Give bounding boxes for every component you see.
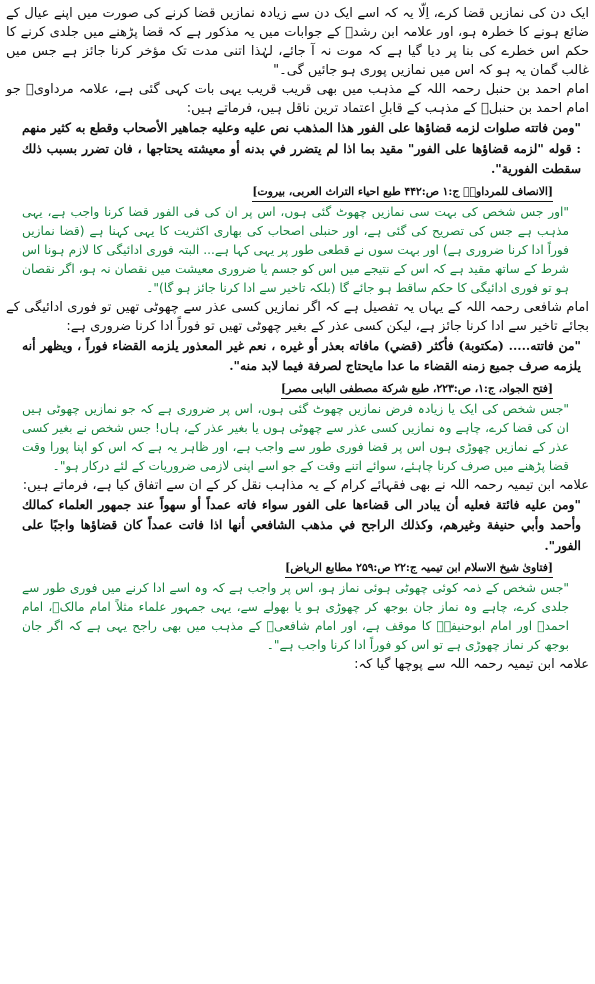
paragraph-2: امام احمد بن حنبل رحمہ اللہ کے مذہب میں بھی قریب قریب یہی بات کہی گئی ہے، علامہ مرداویؒ جو امام احمد بن حنبلؒ کے مذہب کے قابلِ اعتماد ترین ناقل ہیں، فرماتے ہیں: xyxy=(6,82,589,116)
document-page xyxy=(6,4,589,674)
reference-1: [الانصاف للمرداويؒ ج:۱ ص:۴۴۲ طبع احیاء التراث العربی، بیروت] xyxy=(252,184,553,202)
translation-1: "اور جس شخص کی بہت سی نمازیں چھوٹ گئی ہوں، اس پر ان کی فی الفور قضا کرنا واجب ہے، یہی مذہب ہے جس کی تصریح کی گئی ہے، اور حنبلی اصحاب کی بھاری اکثریت کا یہی کہنا ہے (قضا نمازیں فوراً ادا کرنا ضروری ہے) اور بہت سوں نے قطعی طور پر یہی کہا ہے... البتہ فوری ادائیگی کا لازم ہونا اس شرط کے ساتھ مقید ہے کہ اس کے نتیجے میں اس کو جسم یا ضروری معیشت میں نقصان نہ ہو، اگر نقصان ہو تو فوری ادائیگی کا حکم ساقط ہو جائے گا (بلکہ تاخیر سے ادا کرنا جائز ہو گا)"۔ xyxy=(22,204,569,295)
arabic-quote-2: "من فاتته..... (مكتوبة) فأكثر (قضي) مافاته بعذر أو غيره ، نعم غير المعذور يلزمه القضاء فوراً ، ويظهر أنه يلزمه صرف جميع زمنه القضاء ما عدا مايحتاج لصرفة فيما لابد منه". xyxy=(22,337,581,373)
paragraph-4: علامہ ابن تیمیہ رحمہ اللہ نے بھی فقہائے کرام کے یہ مذاہب نقل کر کے ان سے اتفاق کیا ہے، فرماتے ہیں: xyxy=(22,477,589,493)
paragraph-3: امام شافعی رحمہ اللہ کے یہاں یہ تفصیل ہے کہ اگر نمازیں کسی عذر سے چھوٹی تھیں تو فوری ادائیگی کے بجائے تاخیر سے ادا کرنا جائز ہے، لیکن کسی عذر کے بغیر چھوٹی تھیں تو فوراً ادا کرنا ضروری ہے: xyxy=(6,299,589,334)
reference-3: [فتاویٰ شیخ الاسلام ابن تیمیہ ج:۲۲ ص:۲۵۹ مطابع الریاض] xyxy=(285,560,553,578)
paragraph-1: ایک دن کی نمازیں قضا کرے، اِلّا یہ کہ اسے ایک دن سے زیادہ نمازیں قضا کرنے کی صورت میں اپنے عیال کے ضائع ہونے کا خطرہ ہو، اور علامہ ابن رشدؒ کے جوابات میں یہ مذکور ہے کہ قضا پڑھنے میں جلدی کرنے کا حکم اس خطرے کی بنا پر دیا گیا ہے کہ موت نہ آ جائے، لہٰذا اتنی مدت تک مؤخر کرنا جائز ہے جس میں غالب گمان یہ ہو کہ اس میں نمازیں پوری ہو جائیں گی۔" xyxy=(6,6,589,78)
reference-2: [فتح الجواد، ج:۱، ص:۲۲۳، طبع شرکة مصطفی البابی مصر] xyxy=(281,381,553,399)
arabic-quote-1: "ومن فاتته صلوات لزمه قضاؤها على الفور هذا المذهب نص عليه وعليه جماهير الأصحاب وقطع به كثير منهم : قوله "لزمه قضاؤها على الفور" مقيد بما اذا لم يتضرر في بدنه أو معيشته يحتاجها ، فان تضرر بسبب ذلك سقطت الفورية". xyxy=(22,120,581,176)
paragraph-5: علامہ ابن تیمیہ رحمہ اللہ سے پوچھا گیا کہ: xyxy=(354,657,589,672)
arabic-quote-3: "ومن عليه فائتة فعليه أن يبادر الى قضاءها على الفور سواء فاته عمداً أو سهواً عند جمهور العلماء كمالك وأحمد وأبي حنيفة وغيرهم، وكذلك الراجح في مذهب الشافعي أنها اذا فاتت عمداً كان قضاؤها واجبًا على الفور". xyxy=(22,496,581,553)
translation-2: "جس شخص کی ایک یا زیادہ فرض نمازیں چھوٹ گئی ہوں، اس پر ضروری ہے کہ جو نمازیں چھوٹی ہیں ان کی قضا کرے، چاہے وہ نمازیں کسی عذر سے چھوٹی ہوں یا بغیر عذر کے، ہاں! جس شخص نے بغیر کسی عذر کے نمازیں چھوڑی ہوں اس پر قضا فوری طور سے واجب ہے، اور ظاہر یہ ہے کہ اس کو اپنا پورا وقت قضا پڑھنے میں صرف کرنا چاہئے، سوائے اتنے وقت کے جو اسے اپنی لازمی ضروریات کے لئے درکار ہو"۔ xyxy=(22,401,569,473)
translation-3: "جس شخص کے ذمہ کوئی چھوٹی ہوئی نماز ہو، اس پر واجب ہے کہ وہ اسے ادا کرنے میں فوری طور سے جلدی کرے، چاہے وہ نماز جان بوجھ کر چھوڑی ہو یا بھولے سے، یہی جمہور علماء مثلاً امام مالکؒ، امام احمدؒ اور امام ابوحنیفہؒ کا موقف ہے، اور امام شافعیؒ کے مذہب میں بھی راجح یہی ہے کہ اگر جان بوجھ کر نماز چھوڑی ہے تو اس کو فوراً ادا کرنا واجب ہے"۔ xyxy=(22,581,569,652)
